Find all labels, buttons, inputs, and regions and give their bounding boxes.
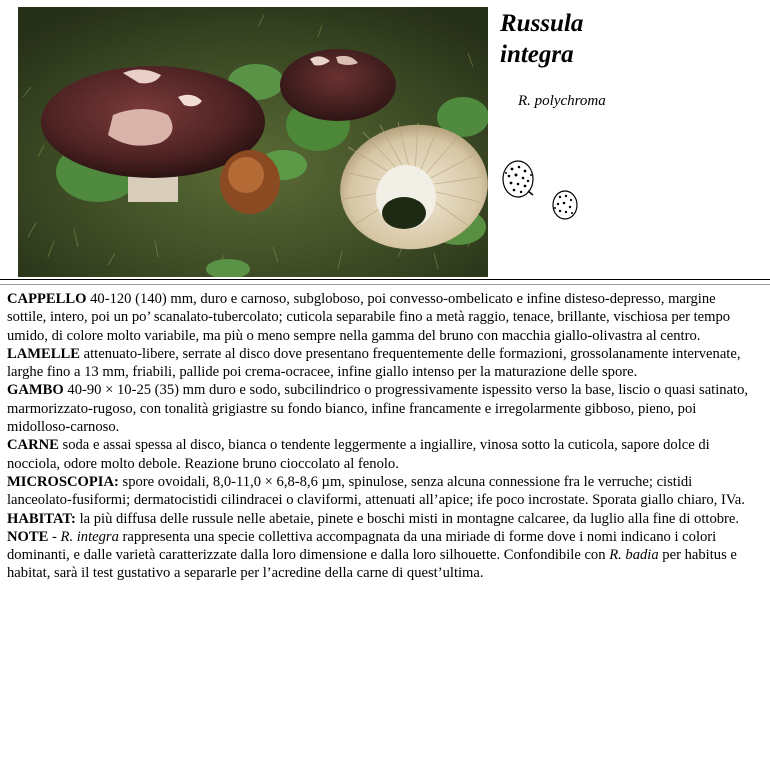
section-gambo [7, 381, 749, 436]
species-name-italic: R. badia [609, 547, 659, 564]
section-note [7, 528, 749, 583]
section-text: 40-120 (140) mm, duro e carnoso, subgloboso, poi convesso-ombelicato e infine disteso-depresso, margine sottile, intero, poi un po’ scanalato-tubercolato; cuticola separabile fino a metà raggio, tenace, brillante, vischiosa per tempo umido, di colore molto variabile, ma più o meno sempre nella gamma del bruno con macchia giallo-olivastra al centro. [7, 291, 731, 344]
section-cappello [7, 290, 749, 345]
section-carne [7, 436, 749, 473]
section-text: la più diffusa delle russule nelle abetaie, pinete e boschi misti in montagne calcaree, da luglio alla fine di ottobre. [75, 510, 740, 527]
section-label: HABITAT: [7, 510, 76, 527]
section-label: CARNE [7, 437, 59, 454]
description-body [7, 290, 749, 583]
section-text: - [48, 528, 61, 545]
species-synonym: R. polychroma [518, 93, 606, 109]
section-text: rappresenta una specie collettiva accompagnata da una miriade di forme dove i nomi indicano i colori dominanti, e dalle varietà caratterizzate dalla loro dimensione e dalla loro silhouette. Confondibile con [7, 528, 717, 564]
section-label: LAMELLE [7, 345, 80, 362]
section-text: spore ovoidali, 8,0-11,0 × 6,8-8,6 µm, spinulose, senza alcuna connessione fra le verruche; cistidi lanceolato-fusiformi; dermatocistidi cilindracei o claviformi, attenuati all’apice; ife poco incrostate. Sporata giallo chiaro, IVa. [7, 473, 745, 509]
title-genus: Russula [500, 10, 584, 37]
section-microscopia [7, 473, 749, 510]
section-habitat [7, 510, 749, 528]
divider-line-secondary [0, 284, 770, 285]
species-title [500, 8, 583, 70]
spore-illustration [498, 155, 588, 227]
mushroom-photo [18, 7, 488, 277]
section-text: soda e assai spessa al disco, bianca o tendente leggermente a ingiallire, vinosa sotto la cuticola, sapore dolce di nocciola, odore molto debole. Reazione bruno cioccolato al fenolo. [7, 437, 710, 472]
section-label: NOTE [7, 528, 49, 545]
species-name-italic: R. integra [60, 528, 119, 545]
section-label: CAPPELLO [7, 291, 87, 307]
section-text: per habitus e habitat, sarà il test gustativo a separarle per l’acredine della carne di quest’ultima. [7, 547, 737, 582]
title-epithet: integra [500, 41, 574, 68]
section-label: MICROSCOPIA: [7, 473, 119, 490]
section-label: GAMBO [7, 382, 64, 399]
section-lamelle [7, 345, 749, 382]
section-text: 40-90 × 10-25 (35) mm duro e sodo, subcilindrico o progressivamente ispessito verso la base, liscio o quasi satinato, marmorizzato-rugoso, con tonalità grigiastre su fondo bianco, infine francamente e irregolarmente gibboso, pieno, poi midolloso-carnoso. [7, 382, 749, 436]
section-text: attenuato-libere, serrate al disco dove presentano frequentemente delle formazioni, grossolanamente intervenate, larghe fino a 13 mm, friabili, pallide poi crema-ocracee, infine giallo intenso per la maturazione delle spore. [7, 345, 741, 381]
divider-line [0, 279, 770, 280]
